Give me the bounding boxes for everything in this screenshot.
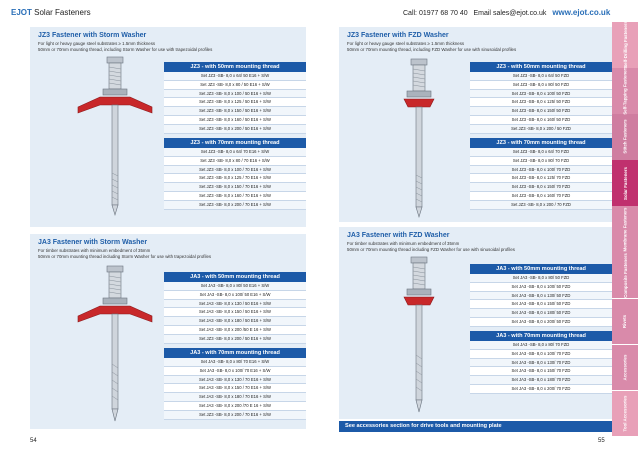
side-tab-tool-accessories[interactable] <box>612 391 638 437</box>
panel-title: JA3 Fastener with FZD Washer <box>347 232 450 239</box>
panel-title: JA3 Fastener with Storm Washer <box>38 239 148 246</box>
table-row: Set JZ3 -SB- 8,0 x 80/ 50 FZD <box>470 81 612 90</box>
table-row: Set JZ3 -SB- 8,0 x 125/ 70 FZD <box>470 174 612 183</box>
table-row: Set JZ3 -SB- 8,0 x 100/ 50 FZD <box>470 90 612 99</box>
page-number-right: 55 <box>598 438 605 444</box>
panel-title: JZ3 Fastener with Storm Washer <box>38 32 147 39</box>
table-jz3-fzd-70 <box>470 138 612 210</box>
table-row: Set JZ3 -SB- 8,0 x 160 / 50 E16 + S/W <box>164 116 306 125</box>
panel-jz3-storm <box>30 27 306 227</box>
table-row: Set JZ3 -SB- 8,0 x 125 / 50 E16 + S/W <box>164 98 306 107</box>
table-row: Set JA3 -SB- 8,0 x 100/ 50 E16 + S/W <box>164 291 306 300</box>
table-ja3-storm-50 <box>164 272 306 344</box>
table-row: Set JZ3 -SB- 8,0 x 125/ 50 FZD <box>470 98 612 107</box>
table-header: JZ3 - with 70mm mounting thread <box>164 138 306 148</box>
panel-description <box>347 41 617 53</box>
side-tab-accessories[interactable] <box>612 345 638 391</box>
table-row: Set JZ3 -SB- 8,0 x 150/ 50 FZD <box>470 107 612 116</box>
table-row: Set JZ3 -SB- 8,0 x 200 / 70 E16 + S/W <box>164 411 306 420</box>
email-label: Email <box>473 10 491 17</box>
call-label: Call: <box>403 10 418 17</box>
table-header: JA3 - with 70mm mounting thread <box>470 331 612 341</box>
fastener-fzd-washer-illustration <box>384 255 454 417</box>
desc-line-2: 50mm or 70mm mounting thread including FZD Washer for use with sinusoidal profiles <box>347 247 515 252</box>
table-row: Set JZ3 -SB- 8,0 x 200 / 50 E16 + S/W <box>164 335 306 344</box>
table-row: Set JZ3 -SB- 8,0 x 160 / 70 E16 + S/W <box>164 192 306 201</box>
desc-line-1: For light or heavy gauge steel substrates ≥ 1.5mm thickness <box>38 41 156 46</box>
table-ja3-storm-70 <box>164 348 306 420</box>
desc-line-1: For timber substrates with minimum embedment of 35mm <box>347 241 460 246</box>
page-number-left: 54 <box>30 438 37 444</box>
desc-line-1: For timber substrates with minimum embedment of 35mm <box>38 248 151 253</box>
table-ja3-fzd-50 <box>470 264 612 327</box>
table-row: Set JA3 -SB- 8,0 x 200 /50 E 16 + S/W <box>164 326 306 335</box>
table-row: Set JZ3 -SB- 8,0 x 80 / 70 E16 + S/W <box>164 157 306 166</box>
table-row: Set JA3 -SB- 8,0 x 180/ 70 FZD <box>470 376 612 385</box>
table-ja3-fzd-70 <box>470 331 612 394</box>
side-tab-label: Stitch Fasteners <box>622 119 628 155</box>
table-row: Set JZ3 -SB- 8,0 x 150/ 70 FZD <box>470 183 612 192</box>
table-row: Set JA3 -SB- 8,0 x 150 / 50 E16 + S/W <box>164 308 306 317</box>
table-row: Set JZ3 -SB- 8,0 x 80 / 50 E16 + S/W <box>164 81 306 90</box>
table-row: Set JA3 -SB- 8,0 x 200 /70 E 16 + S/W <box>164 402 306 411</box>
side-tab-label: Rivets <box>622 314 628 328</box>
desc-line-1: For light or heavy gauge steel substrates ≥ 1.5mm thickness <box>347 41 465 46</box>
email-address[interactable]: sales@ejot.co.uk <box>492 10 547 17</box>
fastener-storm-washer-illustration <box>70 55 160 225</box>
side-tab-label: Membrane Fasteners <box>622 207 628 252</box>
fastener-fzd-washer-illustration <box>384 57 454 222</box>
table-row: Set JZ3 -SB- 8,0 x 80/ 70 FZD <box>470 157 612 166</box>
side-tab-label: Tool Accessories <box>622 395 628 432</box>
phone-number: 01977 68 70 40 <box>418 10 468 17</box>
table-row: Set JZ3 -SB- 8,0 x 160/ 50 FZD <box>470 116 612 125</box>
side-tab-self-tapping-fasteners[interactable] <box>612 68 638 114</box>
table-header: JA3 - with 50mm mounting thread <box>164 272 306 282</box>
side-tab-label: Self-Drilling Fasteners <box>622 21 628 69</box>
table-row: Set JA3 -SB- 8,0 x 80/ 50 E16 + S/W <box>164 282 306 291</box>
table-row: Set JA3 -SB- 8,0 x 80/ 70 E16 + S/W <box>164 358 306 367</box>
side-tab-self-drilling-fasteners[interactable] <box>612 22 638 68</box>
table-header: JZ3 - with 50mm mounting thread <box>164 62 306 72</box>
table-row: Set JA3 -SB- 8,0 x 80/ 50 FZD <box>470 274 612 283</box>
table-row: Set JZ3 -SB- 8,0 x 100 / 70 E16 + S/W <box>164 166 306 175</box>
section-side-tabs <box>612 22 638 437</box>
table-row: Set JA3 -SB- 8,0 x 200/ 70 FZD <box>470 385 612 394</box>
table-header: JZ3 - with 70mm mounting thread <box>470 138 612 148</box>
table-row: Set JZ3 -SB- 8,0 x 125 / 70 E16 + S/W <box>164 174 306 183</box>
table-row: Set JA3 -SB- 8,0 x 100/ 50 FZD <box>470 283 612 292</box>
table-row: Set JZ3 -SB- 8,0 x 64/ 50 E16 + S/W <box>164 72 306 81</box>
accessories-note-bar: See accessories section for drive tools and mounting plate <box>339 421 612 432</box>
table-header: JA3 - with 70mm mounting thread <box>164 348 306 358</box>
side-tab-stitch-fasteners[interactable] <box>612 114 638 160</box>
table-row: Set JA3 -SB- 8,0 x 100/ 70 E16 + S/W <box>164 367 306 376</box>
desc-line-2: 50mm or 70mm mounting thread including Storm Washer for use with trapezoidal profiles <box>38 254 212 259</box>
side-tab-label: Composite Fasteners <box>622 252 628 298</box>
page-header <box>0 0 638 22</box>
panel-jz3-fzd <box>339 27 612 222</box>
section-title: Solar Fasteners <box>34 8 91 17</box>
table-row: Set JZ3 -SB- 8,0 x 150 / 70 E16 + S/W <box>164 183 306 192</box>
table-row: Set JA3 -SB- 8,0 x 100/ 70 FZD <box>470 350 612 359</box>
panel-description <box>38 41 308 53</box>
side-tab-label: Accessories <box>622 354 628 381</box>
desc-line-2: 50mm or 70mm mounting thread, including FZD Washer for use with sinusoidal profiles <box>347 47 517 52</box>
panel-ja3-fzd <box>339 227 612 419</box>
side-tab-rivets[interactable] <box>612 299 638 345</box>
table-row: Set JA3 -SB- 8,0 x 150/ 50 FZD <box>470 300 612 309</box>
table-header: JZ3 - with 50mm mounting thread <box>470 62 612 72</box>
side-tab-composite-fasteners[interactable] <box>612 252 638 298</box>
table-row: Set JZ3 -SB- 8,0 x 200 / 70 FZD <box>470 201 612 210</box>
table-row: Set JA3 -SB- 8,0 x 80/ 70 FZD <box>470 341 612 350</box>
panel-description <box>38 248 308 260</box>
brand-line <box>11 8 91 17</box>
table-row: Set JZ3 -SB- 8,0 x 100 / 50 E16 + S/W <box>164 90 306 99</box>
table-row: Set JZ3 -SB- 8,0 x 200 / 50 E16 + S/W <box>164 125 306 134</box>
table-row: Set JA3 -SB- 8,0 x 180/ 50 FZD <box>470 309 612 318</box>
panel-description <box>347 241 617 253</box>
table-row: Set JZ3 -SB- 8,0 x 200 / 70 E16 + S/W <box>164 201 306 210</box>
panel-ja3-storm <box>30 234 306 429</box>
side-tab-label: Self-Tapping Fasteners <box>622 66 628 116</box>
side-tab-membrane-fasteners[interactable] <box>612 206 638 252</box>
table-row: Set JA3 -SB- 8,0 x 150/ 70 FZD <box>470 367 612 376</box>
table-row: Set JZ3 -SB- 8,0 x 200 / 50 FZD <box>470 125 612 134</box>
table-jz3-storm-50 <box>164 62 306 134</box>
table-header: JA3 - with 50mm mounting thread <box>470 264 612 274</box>
table-row: Set JA3 -SB- 8,0 x 150 / 70 E16 + S/W <box>164 384 306 393</box>
fastener-storm-washer-illustration <box>70 264 160 429</box>
brand-logo: EJOT <box>11 8 32 17</box>
table-row: Set JZ3 -SB- 8,0 x 160/ 70 FZD <box>470 192 612 201</box>
table-row: Set JZ3 -SB- 8,0 x 64/ 50 FZD <box>470 72 612 81</box>
table-jz3-storm-70 <box>164 138 306 210</box>
table-row: Set JA3 -SB- 8,0 x 130 / 50 E16 + S/W <box>164 300 306 309</box>
table-row: Set JZ3 -SB- 8,0 x 64/ 70 E16 + S/W <box>164 148 306 157</box>
table-row: Set JA3 -SB- 8,0 x 130/ 50 FZD <box>470 292 612 301</box>
table-row: Set JA3 -SB- 8,0 x 180 / 70 E16 + S/W <box>164 393 306 402</box>
panel-title: JZ3 Fastener with FZD Washer <box>347 32 449 39</box>
table-row: Set JZ3 -SB- 8,0 x 64/ 70 FZD <box>470 148 612 157</box>
table-jz3-fzd-50 <box>470 62 612 134</box>
table-row: Set JZ3 -SB- 8,0 x 150 / 50 E16 + S/W <box>164 107 306 116</box>
desc-line-2: 50mm or 70mm mounting thread, including Storm Washer for use with trapezoidal profiles <box>38 47 213 52</box>
table-row: Set JA3 -SB- 8,0 x 180 / 50 E16 + S/W <box>164 317 306 326</box>
website-link[interactable]: www.ejot.co.uk <box>552 8 611 17</box>
side-tab-label: Solar Fasteners <box>622 166 628 200</box>
contact-line <box>403 8 610 17</box>
table-row: Set JA3 -SB- 8,0 x 130 / 70 E16 + S/W <box>164 376 306 385</box>
table-row: Set JZ3 -SB- 8,0 x 100/ 70 FZD <box>470 166 612 175</box>
table-row: Set JA3 -SB- 8,0 x 200/ 50 FZD <box>470 318 612 327</box>
table-row: Set JA3 -SB- 8,0 x 130/ 70 FZD <box>470 359 612 368</box>
side-tab-solar-fasteners[interactable] <box>612 160 638 206</box>
